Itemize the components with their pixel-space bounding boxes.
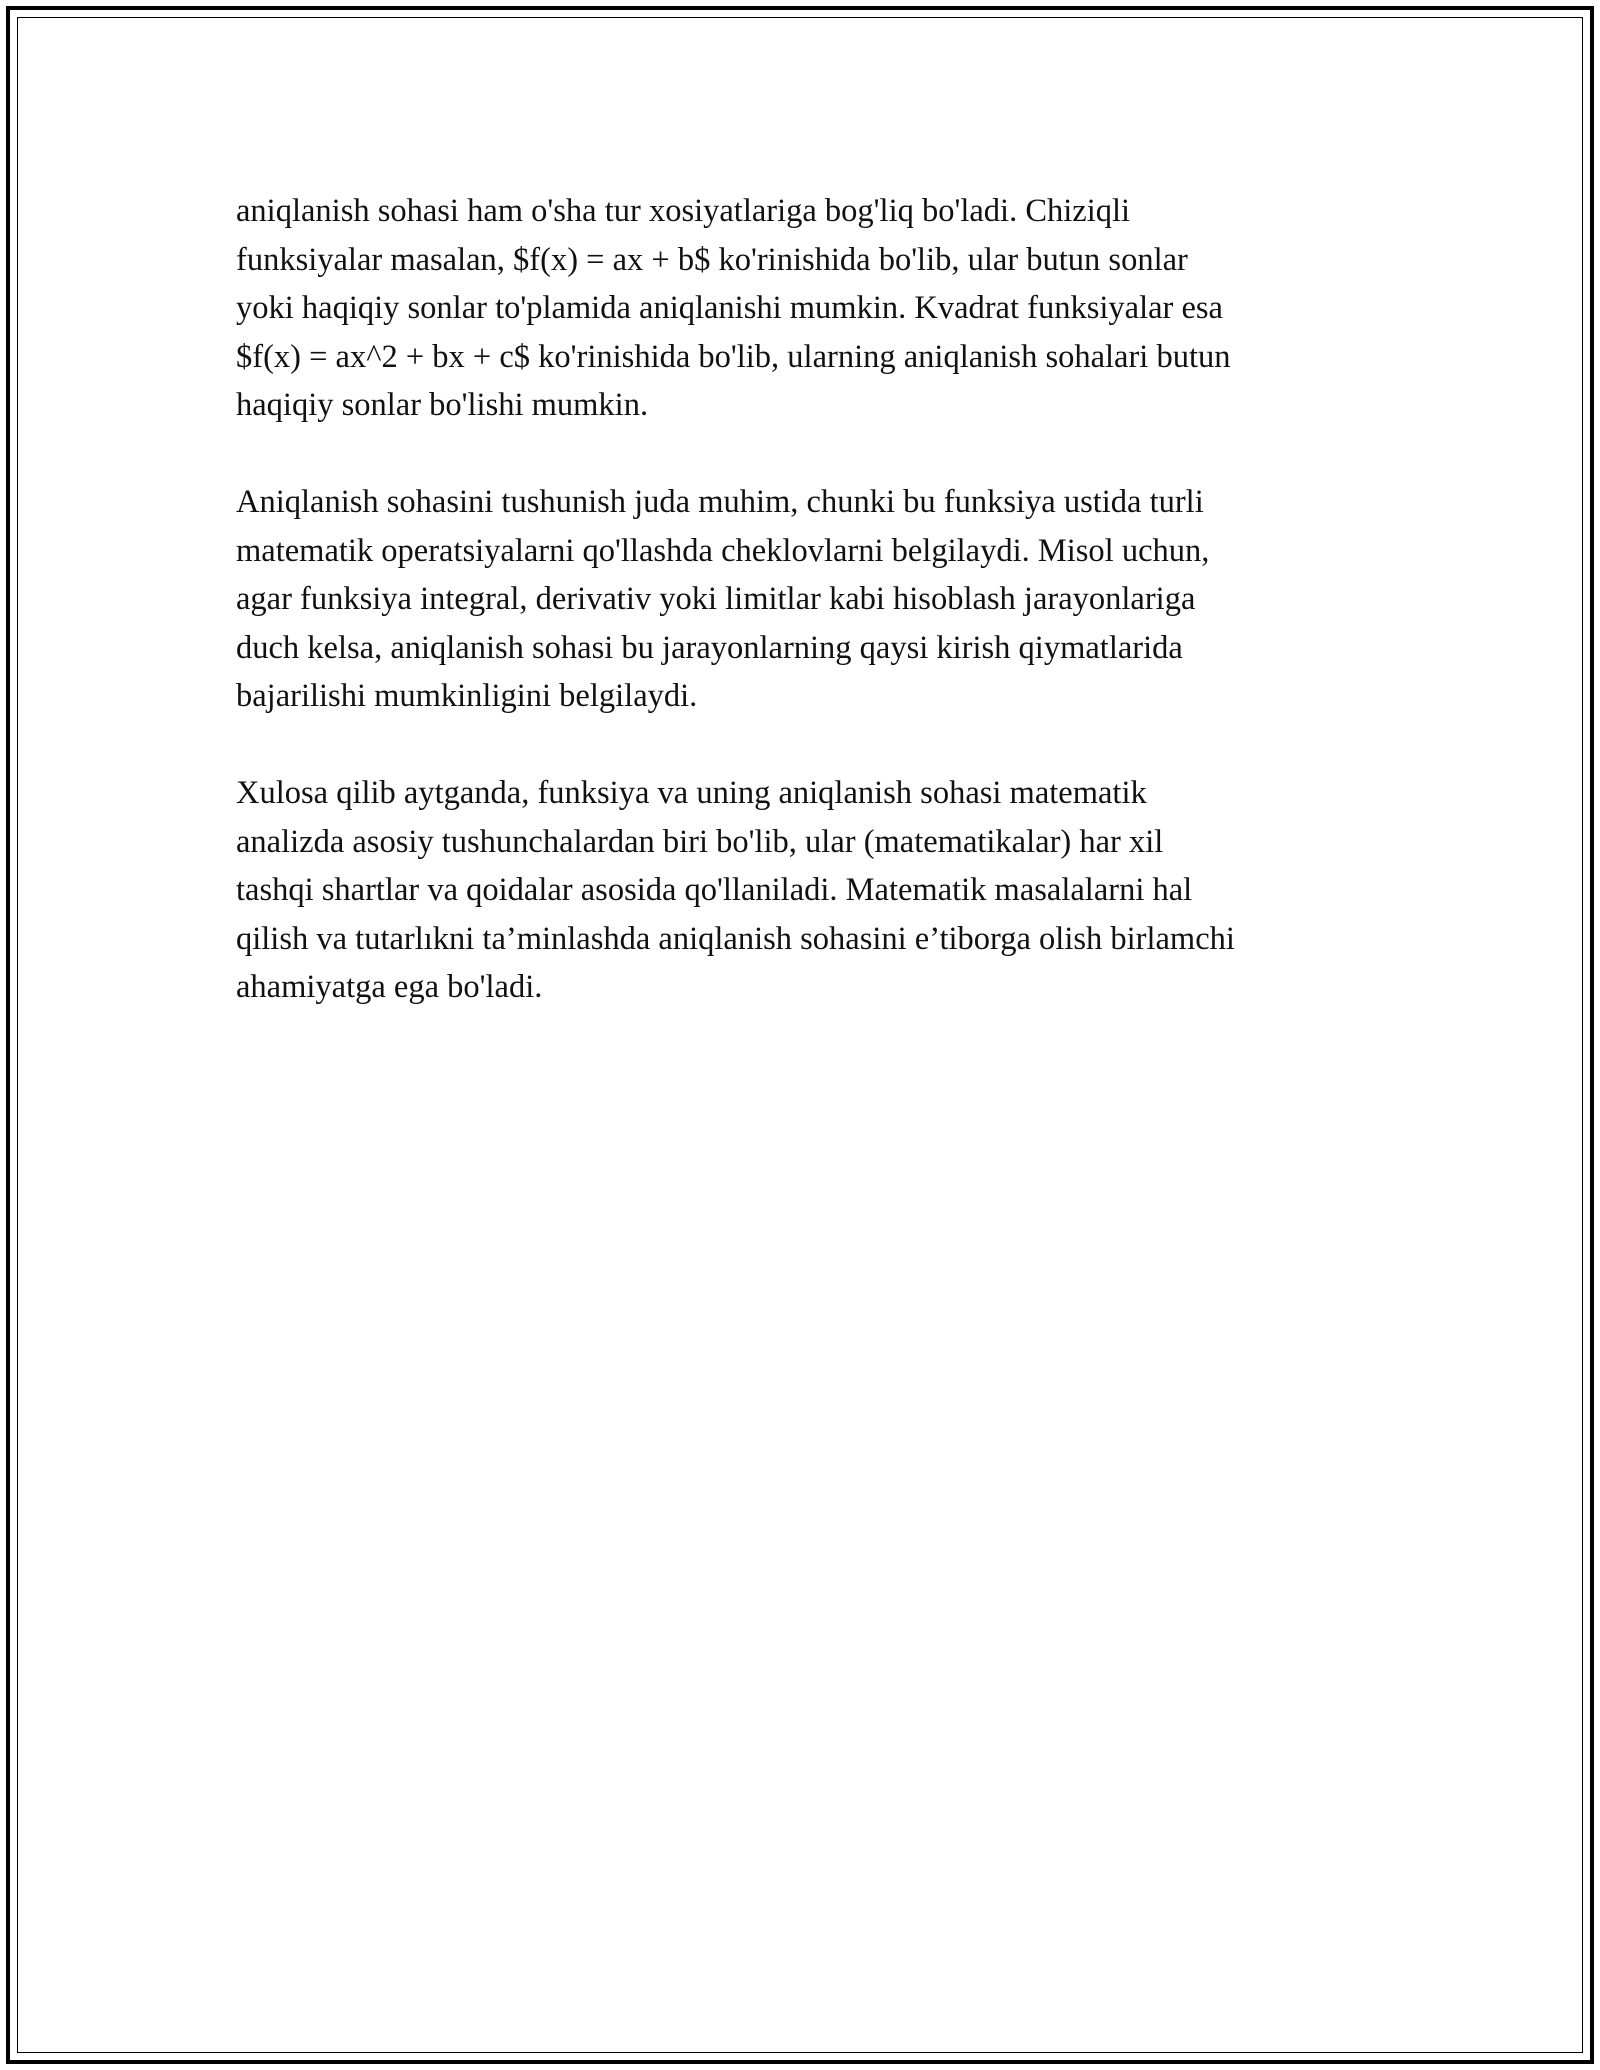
paragraph-2: Aniqlanish sohasini tushunish juda muhim, chunki bu funksiya ustida turli matematik operatsiyalarni qo'llashda cheklovlarni belgilaydi. Misol uchun, agar funksiya integral, derivativ yoki limitlar kabi hisoblash jarayonlariga duch kelsa, aniqlanish sohasi bu jarayonlarning qaysi kirish qiymatlarida bajarilishi mumkinligini belgilaydi.: [236, 484, 1210, 714]
document-body: [236, 187, 1386, 1060]
paragraph-3: Xulosa qilib aytganda, funksiya va uning aniqlanish sohasi matematik analizda asosiy tushunchalardan biri bo'lib, ular (matematikalar) har xil tashqi shartlar va qoidalar asosida qo'llaniladi. Matematik masalalarni hal qilish va tutarlıkni ta’minlashda aniqlanish sohasini e’tiborga olish birlamchi ahamiyatga ega bo'ladi.: [236, 775, 1235, 1005]
paragraph-1: aniqlanish sohasi ham o'sha tur xosiyatlariga bog'liq bo'ladi. Chiziqli funksiyalar masalan, $f(x) = ax + b$ ko'rinishida bo'lib, ular butun sonlar yoki haqiqiy sonlar to'plamida aniqlanishi mumkin. Kvadrat funksiyalar esa $f(x) = ax^2 + bx + c$ ko'rinishida bo'lib, ularning aniqlanish sohalari butun haqiqiy sonlar bo'lishi mumkin.: [236, 193, 1231, 423]
